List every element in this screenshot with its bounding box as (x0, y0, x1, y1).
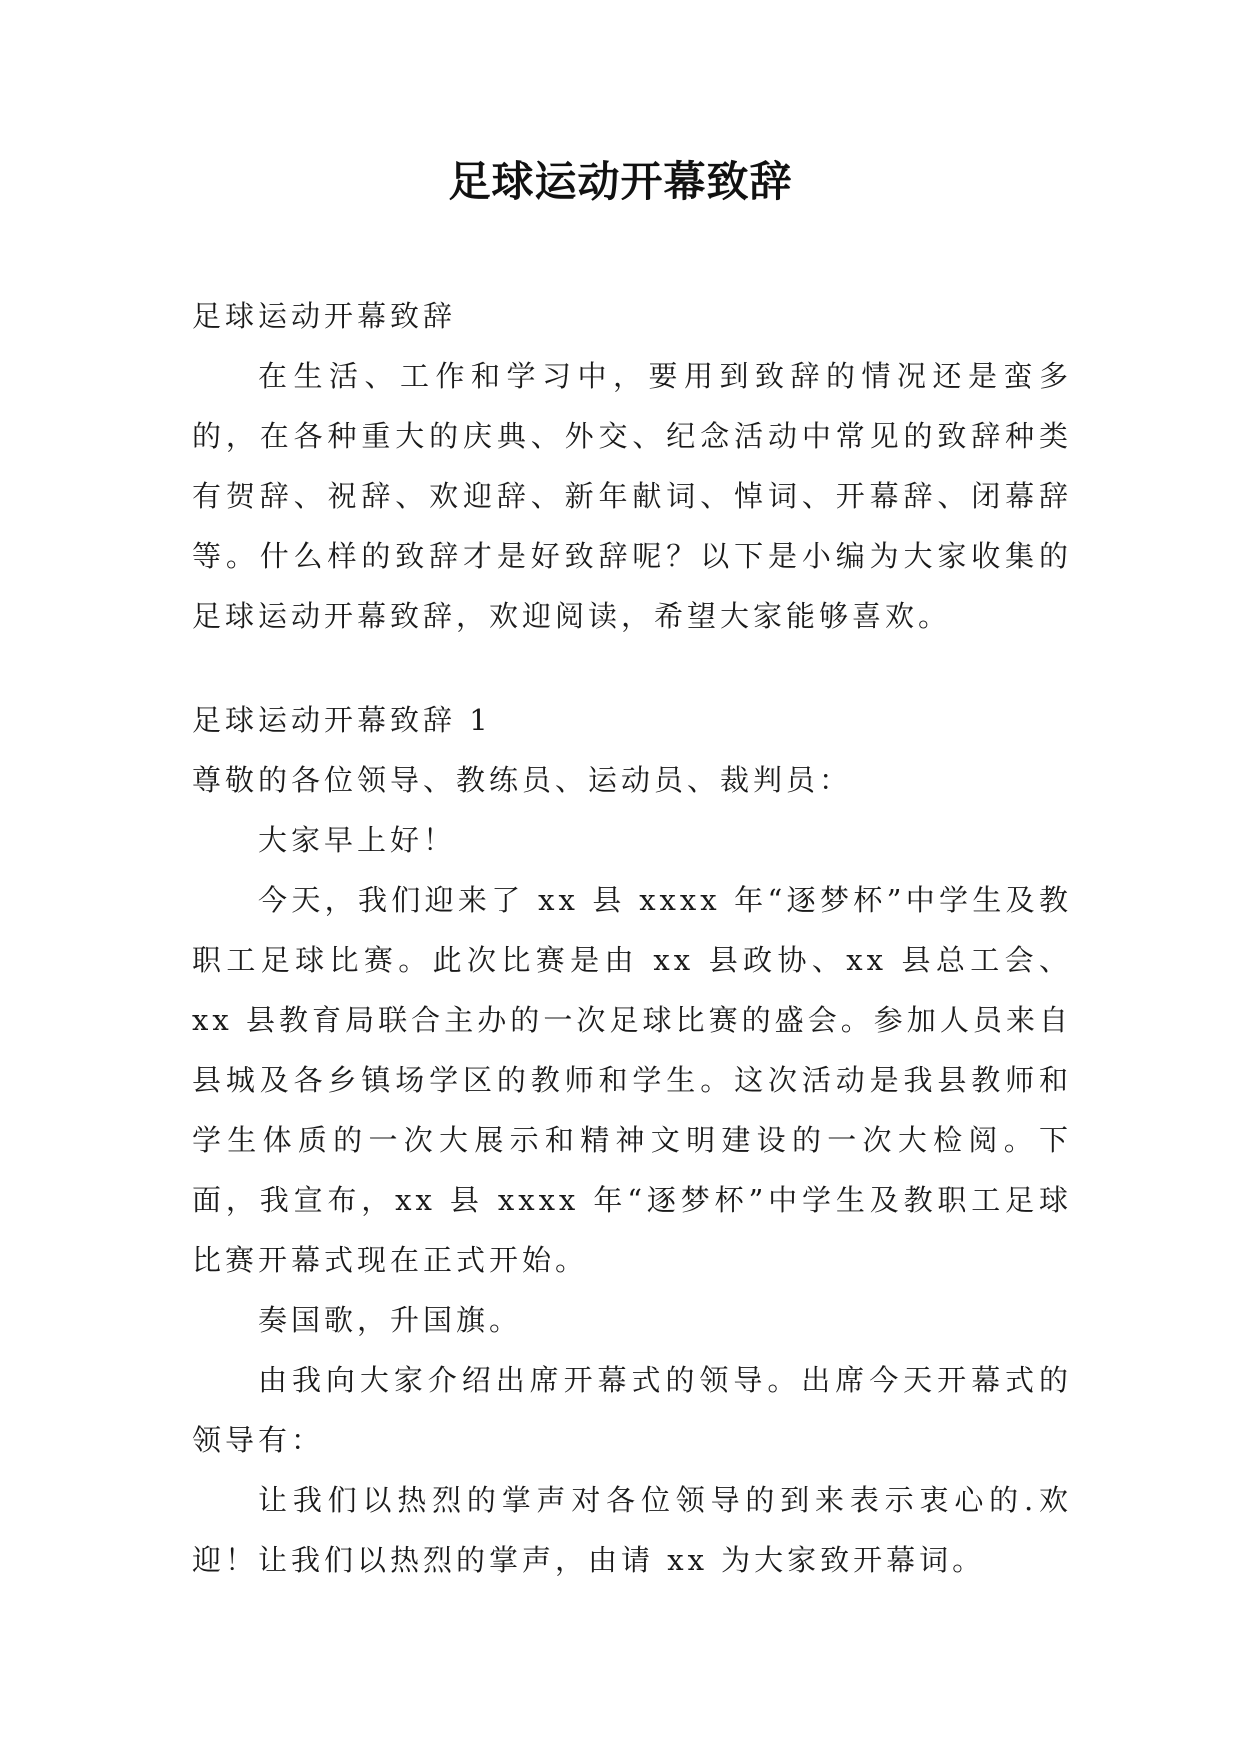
intro-paragraph: 在生活、工作和学习中，要用到致辞的情况还是蛮多的，在各种重大的庆典、外交、纪念活动中常见的致辞种类有贺辞、祝辞、欢迎辞、新年献词、悼词、开幕辞、闭幕辞等。什么样的致辞才是好致辞呢？以下是小编为大家收集的足球运动开幕致辞，欢迎阅读，希望大家能够喜欢。 (192, 359, 1072, 633)
salutation: 尊敬的各位领导、教练员、运动员、裁判员： (192, 763, 853, 797)
subtitle: 足球运动开幕致辞 (192, 299, 457, 333)
welcome-paragraph: 让我们以热烈的掌声对各位领导的到来表示衷心的.欢迎！让我们以热烈的掌声，由请 xx 为大家致开幕词。 (192, 1483, 1072, 1577)
leaders-intro-paragraph: 由我向大家介绍出席开幕式的领导。出席今天开幕式的领导有： (192, 1363, 1072, 1457)
greeting: 大家早上好！ (258, 823, 457, 857)
paragraph-gap (192, 646, 1072, 690)
opening-paragraph: 今天，我们迎来了 xx 县 xxxx 年“逐梦杯”中学生及教职工足球比赛。此次比赛是由 xx 县政协、xx 县总工会、xx 县教育局联合主办的一次足球比赛的盛会。参加人员来自县城及各乡镇场学区的教师和学生。这次活动是我县教师和学生体质的一次大展示和精神文明建设的一次大检阅。下面，我宣布，xx 县 xxxx 年“逐梦杯”中学生及教职工足球比赛开幕式现在正式开始。 (192, 883, 1072, 1277)
document-title: 足球运动开幕致辞 (448, 157, 793, 206)
anthem-paragraph: 奏国歌，升国旗。 (258, 1303, 523, 1337)
section-heading: 足球运动开幕致辞 1 (192, 703, 492, 737)
document-body (192, 286, 1072, 1590)
